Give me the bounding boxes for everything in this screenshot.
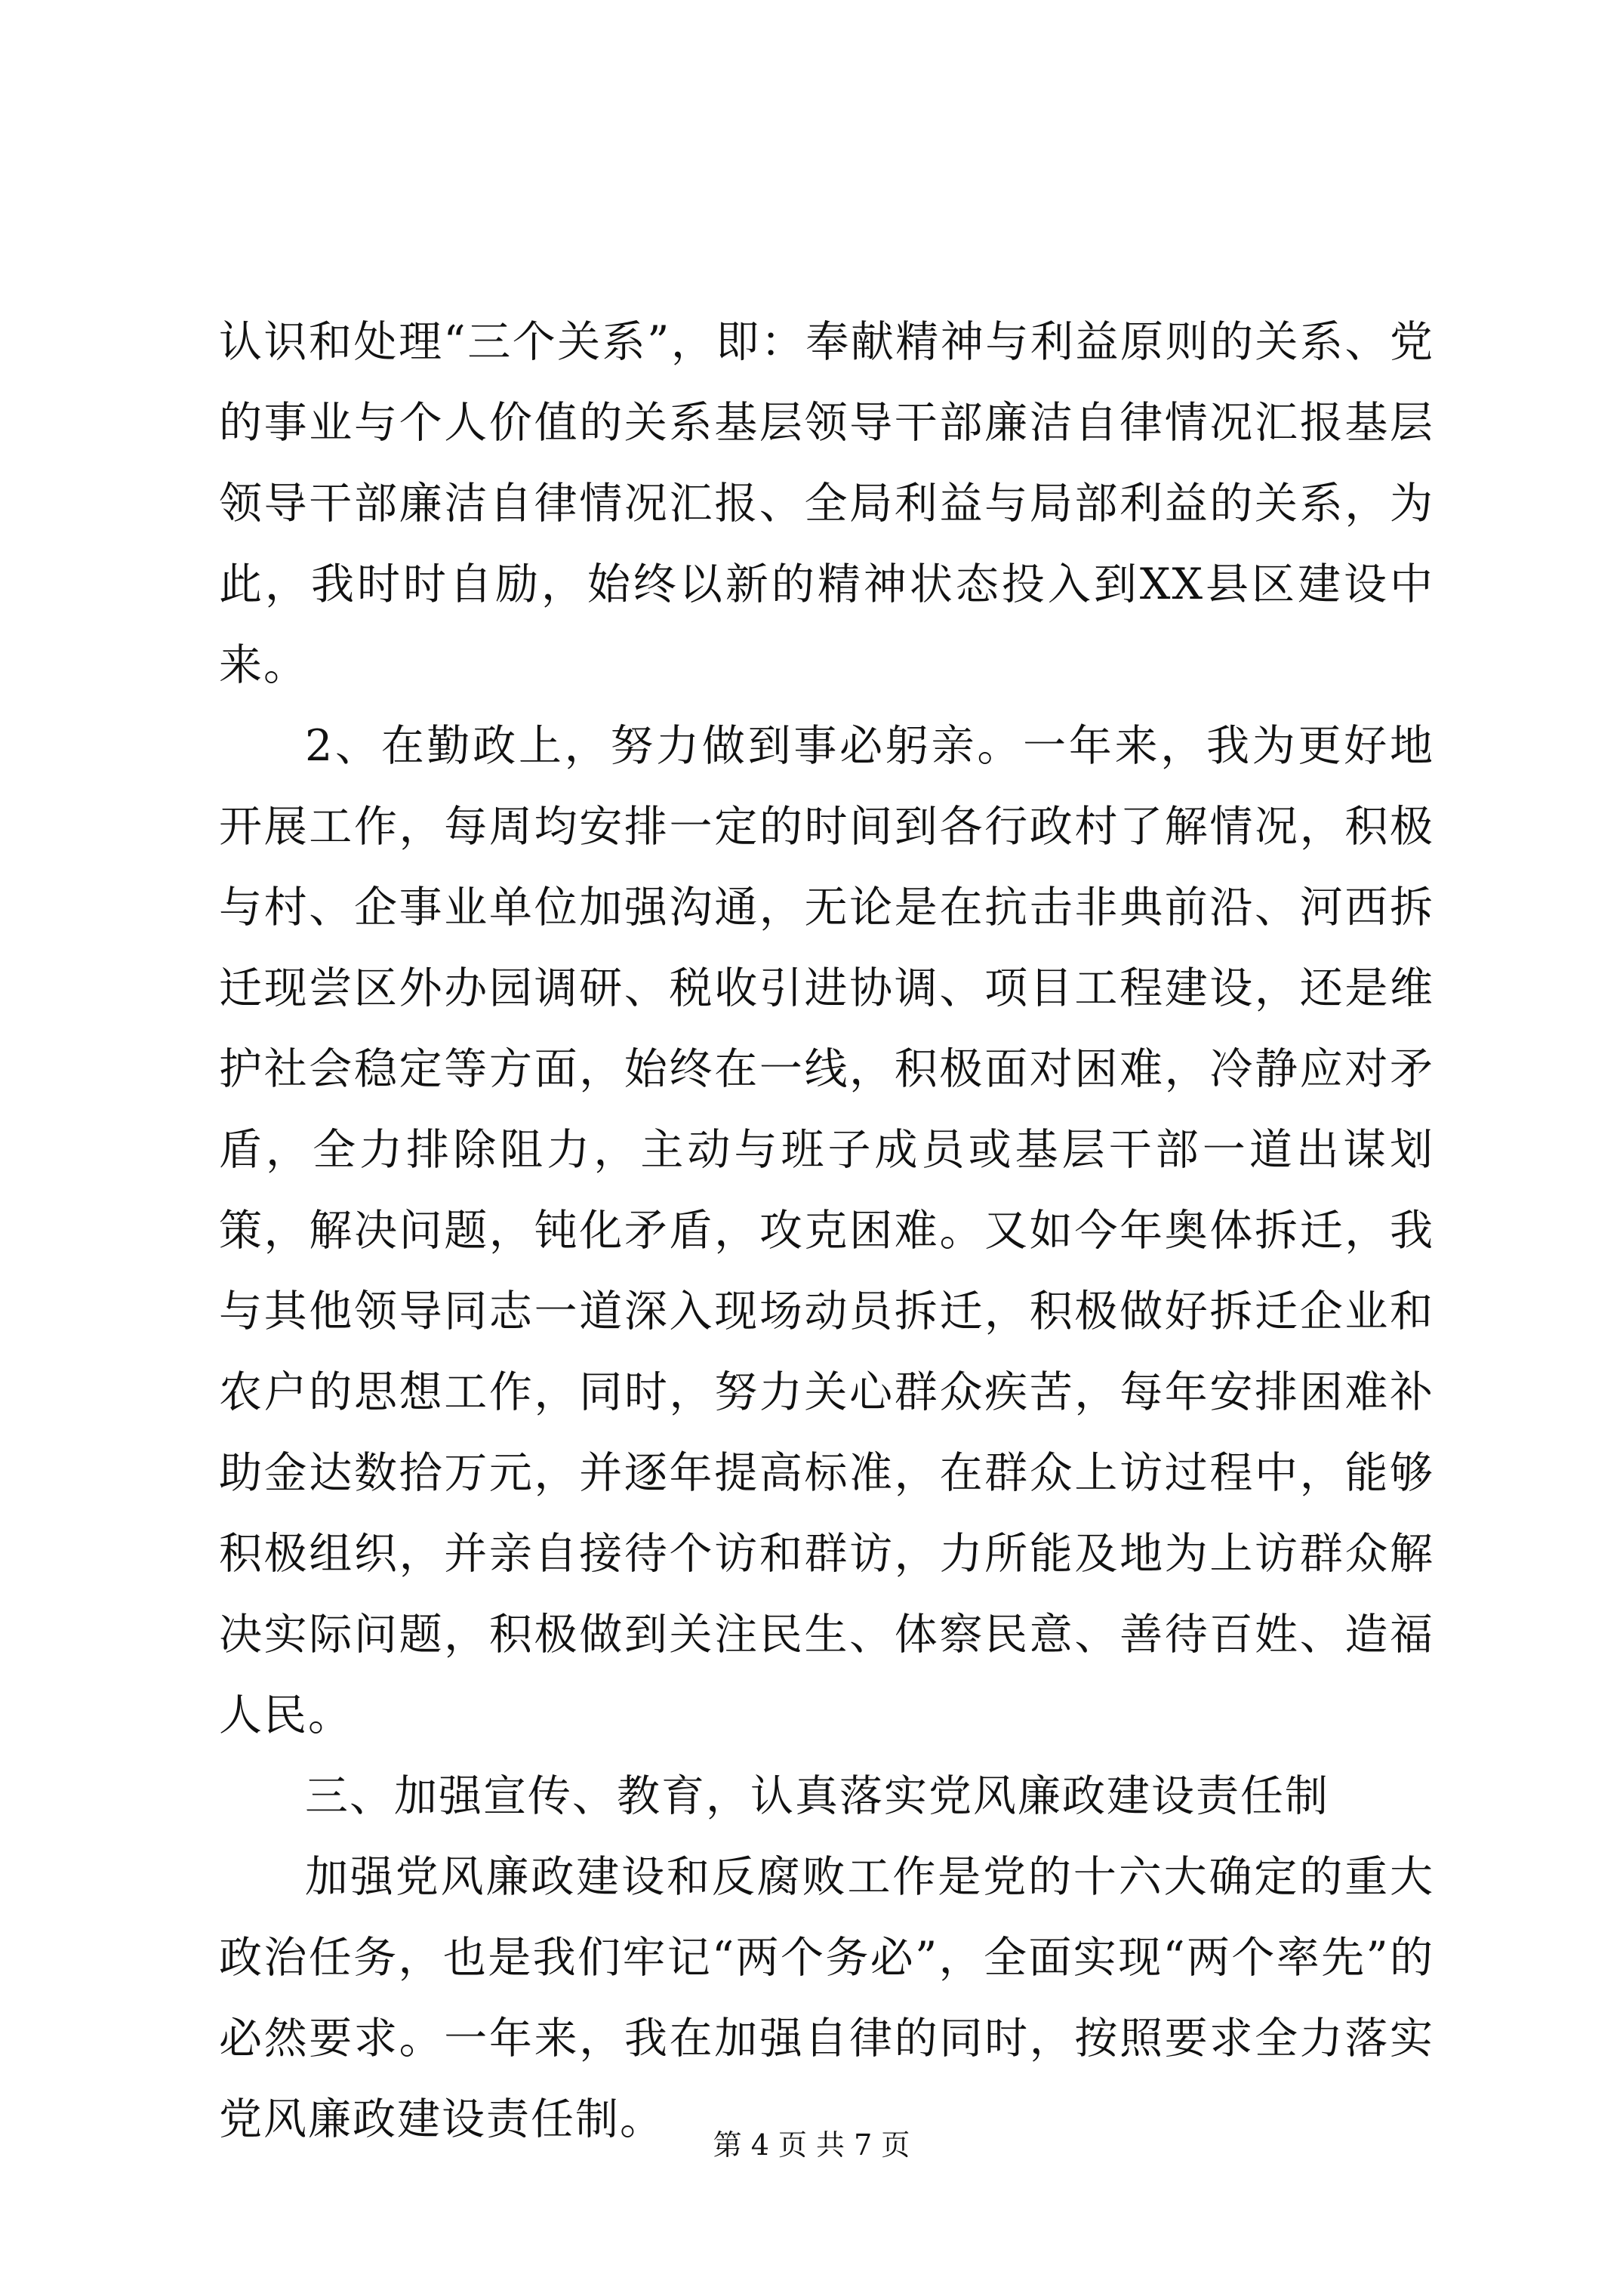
paragraph-diligence: 2、在勤政上，努力做到事必躬亲。一年来，我为更好地开展工作，每周均安排一定的时间到各行政村了解情况，积极与村、企事业单位加强沟通，无论是在抗击非典前沿、河西拆迁现尝区外办园调研、税收引进协调、项目工程建设，还是维护社会稳定等方面，始终在一线，积极面对困难，冷静应对矛盾，全力排除阻力，主动与班子成员或基层干部一道出谋划策，解决问题，钝化矛盾，攻克困难。又如今年奥体拆迁，我与其他领导同志一道深入现场动员拆迁，积极做好拆迁企业和农户的思想工作，同时，努力关心群众疾苦，每年安排困难补助金达数拾万元，并逐年提高标准，在群众上访过程中，能够积极组织，并亲自接待个访和群访，力所能及地为上访群众解决实际问题，积极做到关注民生、体察民意、善待百姓、造福人民。 [219, 721, 1434, 1740]
section-heading: 三、加强宣传、教育，认真落实党风廉政建设责任制 [305, 1771, 1329, 1821]
document-body [219, 302, 1434, 2160]
paragraph-continuation: 认识和处理“三个关系”，即：奉献精神与利益原则的关系、党的事业与个人价值的关系基层领导干部廉洁自律情况汇报基层领导干部廉洁自律情况汇报、全局利益与局部利益的关系，为此，我时时自励，始终以新的精神状态投入到XX县区建设中来。 [219, 317, 1434, 690]
page-footer: 第 4 页 共 7 页 [713, 2128, 910, 2162]
paragraph-responsibility: 加强党风廉政建设和反腐败工作是党的十六大确定的重大政治任务，也是我们牢记“两个务必”，全面实现“两个率先”的必然要求。一年来，我在加强自律的同时，按照要求全力落实党风廉政建设责任制。 [219, 1852, 1434, 2144]
